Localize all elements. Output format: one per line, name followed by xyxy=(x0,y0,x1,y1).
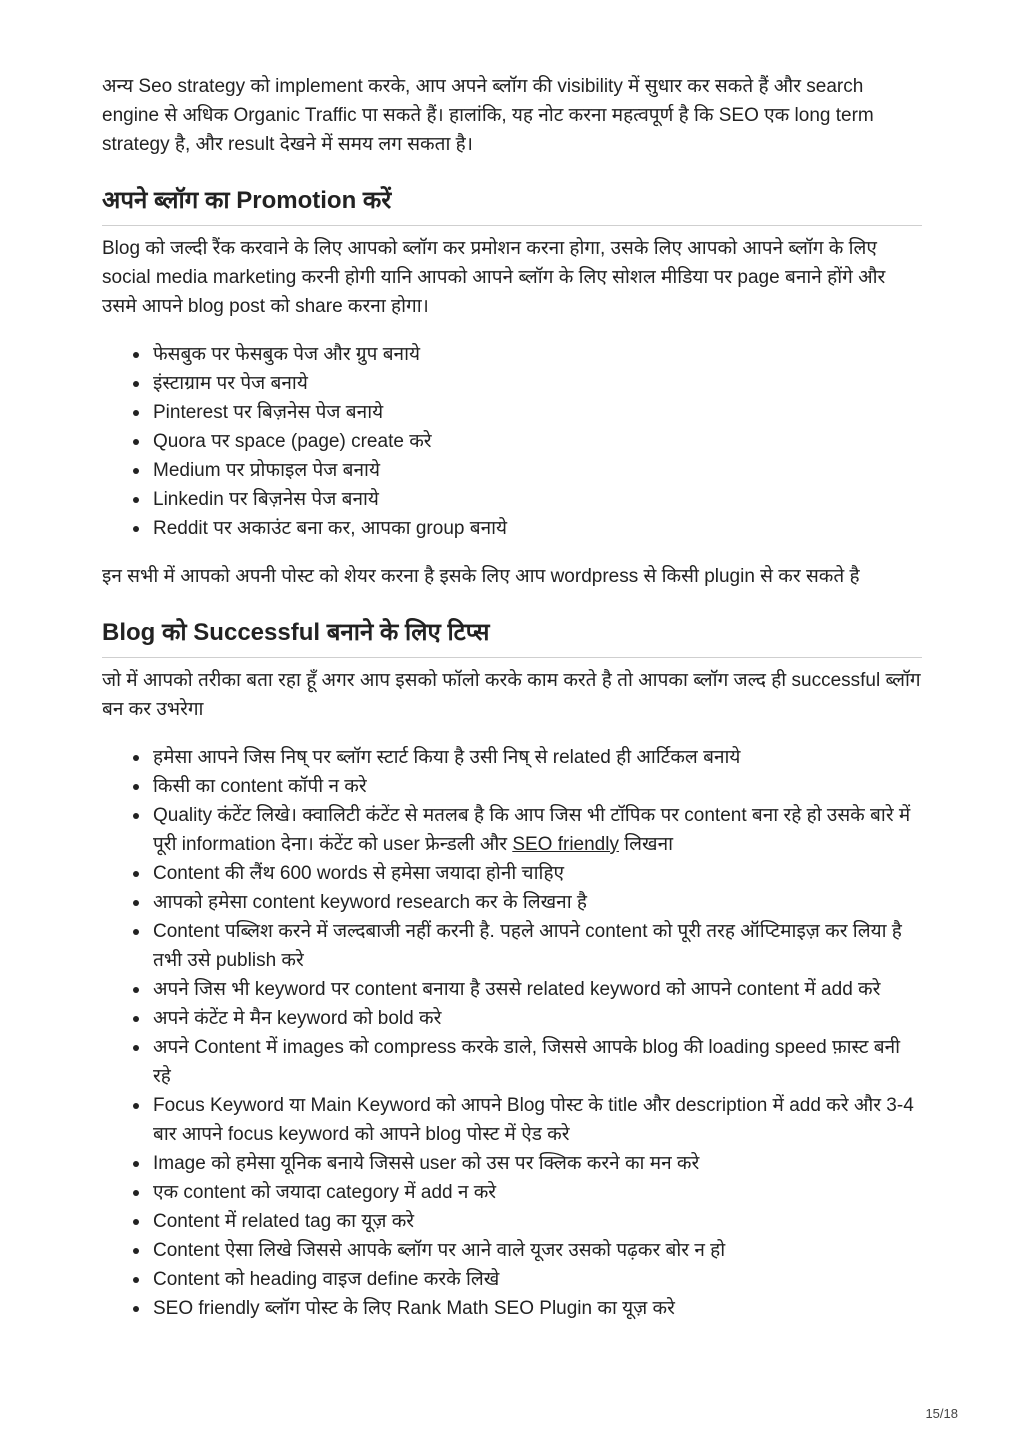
list-item: आपको हमेसा content keyword research कर के लिखना है xyxy=(153,888,922,917)
list-item: किसी का content कॉपी न करे xyxy=(153,772,922,801)
seo-friendly-link[interactable]: SEO friendly xyxy=(512,834,619,855)
list-item: एक content को जयादा category में add न करे xyxy=(153,1178,922,1207)
promotion-list xyxy=(102,340,922,543)
list-item: Content की लैंथ 600 words से हमेसा जयादा होनी चाहिए xyxy=(153,859,922,888)
list-item: Image को हमेसा यूनिक बनाये जिससे user को उस पर क्लिक करने का मन करे xyxy=(153,1149,922,1178)
list-item: इंस्टाग्राम पर पेज बनाये xyxy=(153,369,922,398)
list-item: Focus Keyword या Main Keyword को आपने Blog पोस्ट के title और description में add करे और 3-4 बार आपने focus keyword को आपने blog पोस्ट में ऐड करे xyxy=(153,1091,922,1149)
list-item: Reddit पर अकाउंट बना कर, आपका group बनाये xyxy=(153,514,922,543)
list-item: Quora पर space (page) create करे xyxy=(153,427,922,456)
list-item: Content पब्लिश करने में जल्दबाजी नहीं करनी है. पहले आपने content को पूरी तरह ऑप्टिमाइज़ कर लिया है तभी उसे publish करे xyxy=(153,917,922,975)
list-item: अपने जिस भी keyword पर content बनाया है उससे related keyword को आपने content में add करे xyxy=(153,975,922,1004)
intro-paragraph: अन्य Seo strategy को implement करके, आप अपने ब्लॉग की visibility में सुधार कर सकते हैं और search engine से अधिक Organic Traffic पा सकते हैं। हालांकि, यह नोट करना महत्वपूर्ण है कि SEO एक long term strategy है, और result देखने में समय लग सकता है। xyxy=(102,76,874,155)
list-item: Medium पर प्रोफाइल पेज बनाये xyxy=(153,456,922,485)
list-item: अपने Content में images को compress करके डाले, जिससे आपके blog की loading speed फ़ास्ट बनी रहे xyxy=(153,1033,922,1091)
list-item: Content में related tag का यूज़ करे xyxy=(153,1207,922,1236)
list-item: Content ऐसा लिखे जिससे आपके ब्लॉग पर आने वाले यूजर उसको पढ़कर बोर न हो xyxy=(153,1236,922,1265)
list-item: अपने कंटेंट मे मैन keyword को bold करे xyxy=(153,1004,922,1033)
tips-list xyxy=(102,743,922,1323)
tips-paragraph: जो में आपको तरीका बता रहा हूँ अगर आप इसको फॉलो करके काम करते है तो आपका ब्लॉग जल्द ही successful ब्लॉग बन कर उभरेगा xyxy=(102,670,921,720)
document-page xyxy=(102,72,922,1323)
promotion-closing-paragraph: इन सभी में आपको अपनी पोस्ट को शेयर करना है इसके लिए आप wordpress से किसी plugin से कर सकते है xyxy=(102,566,860,587)
list-item: Content को heading वाइज define करके लिखे xyxy=(153,1265,922,1294)
list-item-text: Quality कंटेंट लिखे। क्वालिटी कंटेंट से मतलब है कि आप जिस भी टॉपिक पर content बना रहे हो उसके बारे में पूरी information देना। कंटेंट को user फ्रेन्डली और xyxy=(153,805,911,855)
list-item xyxy=(153,801,922,859)
list-item-text: लिखना xyxy=(618,834,674,855)
list-item: Linkedin पर बिज़नेस पेज बनाये xyxy=(153,485,922,514)
page-number: 15/18 xyxy=(925,1406,958,1421)
promotion-paragraph: Blog को जल्दी रैंक करवाने के लिए आपको ब्लॉग कर प्रमोशन करना होगा, उसके लिए आपको आपने ब्लॉग के लिए social media marketing करनी होगी यानि आपको आपने ब्लॉग के लिए सोशल मीडिया पर page बनाने होंगे और उसमे आपने blog post को share करना होगा। xyxy=(102,238,886,317)
tips-heading: Blog को Successful बनाने के लिए टिप्स xyxy=(102,617,922,658)
list-item: Pinterest पर बिज़नेस पेज बनाये xyxy=(153,398,922,427)
list-item: फेसबुक पर फेसबुक पेज और ग्रुप बनाये xyxy=(153,340,922,369)
list-item: SEO friendly ब्लॉग पोस्ट के लिए Rank Math SEO Plugin का यूज़ करे xyxy=(153,1294,922,1323)
promotion-heading: अपने ब्लॉग का Promotion करें xyxy=(102,185,922,226)
list-item: हमेसा आपने जिस निष् पर ब्लॉग स्टार्ट किया है उसी निष् से related ही आर्टिकल बनाये xyxy=(153,743,922,772)
